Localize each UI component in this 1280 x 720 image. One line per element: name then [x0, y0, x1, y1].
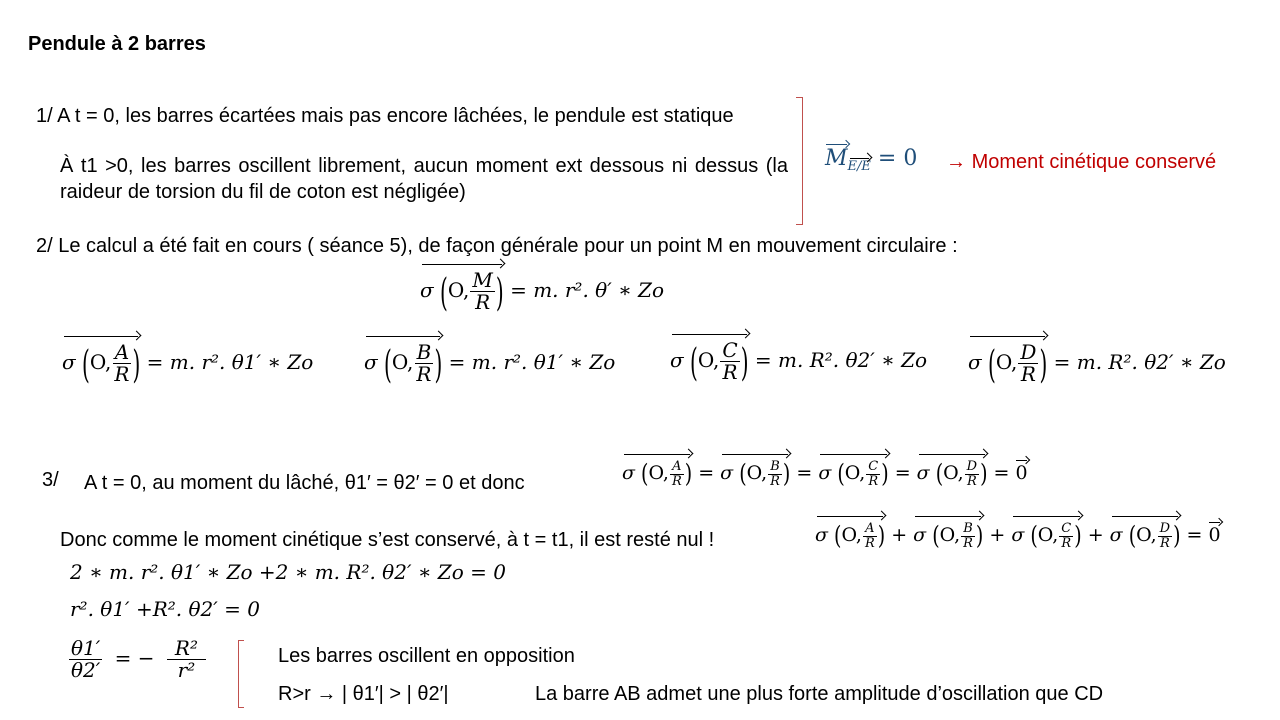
equation-d-rhs: = m. R². θ2′ ∗ Zo: [1053, 350, 1226, 374]
amplitude-inequality: R>r → | θ1′| > | θ2′|: [278, 683, 449, 705]
sum-equation: σ (O, $\frac{A}{R}$ ) + σ (O, $\frac{B}{R}$ ) + σ (O, $\frac{C}{R}$ ) + σ (O, $\frac{D}{R}$ ) = 0: [815, 514, 1221, 550]
equality-chain: σ (O, $\frac{A}{R}$ ) = σ (O, $\frac{B}{R}$ ) = σ (O, $\frac{C}{R}$ ) = σ (O, $\frac{D}{R}$ ) = 0: [622, 452, 1028, 488]
moment-subscript: E/E: [848, 156, 871, 174]
bracket-q3: [238, 640, 244, 708]
equation-a: σ (O, $\frac{A}{R}$ ) = m. r². θ1′ ∗ Zo: [62, 334, 313, 385]
point-c: C: [722, 338, 738, 362]
q3-line1: A t = 0, au moment du lâché, θ1′ = θ2′ = 0 et donc: [84, 472, 525, 494]
equation-sum-expanded: 2 ∗ m. r². θ1′ ∗ Zo +2 ∗ m. R². θ2′ ∗ Zo = 0: [70, 560, 506, 584]
moment-expression: [825, 146, 917, 174]
ratio-r-numerator: R²: [167, 638, 206, 660]
equation-c: σ (O, $\frac{C}{R}$ ) = m. R². θ2′ ∗ Zo: [670, 332, 927, 383]
equation-b-rhs: = m. r². θ1′ ∗ Zo: [448, 350, 616, 374]
equation-d: σ (O, $\frac{D}{R}$ ) = m. R². θ2′ ∗ Zo: [968, 334, 1226, 385]
page-title: Pendule à 2 barres: [28, 33, 206, 55]
equation-simplified: r². θ1′ +R². θ2′ = 0: [70, 597, 261, 621]
arrow-icon: →: [946, 151, 966, 173]
q2-line1: 2/ Le calcul a été fait en cours ( séance 5), de façon générale pour un point M en mouvement circulaire :: [36, 235, 958, 257]
q1-line1: 1/ A t = 0, les barres écartées mais pas encore lâchées, le pendule est statique: [36, 105, 734, 127]
ratio-numerator: θ1′: [71, 636, 101, 660]
general-point: M: [472, 268, 493, 292]
general-equation: σ (O, $\frac{M}{R}$ ) = m. r². θ′ ∗ Zo: [420, 262, 664, 313]
point-b: B: [416, 340, 432, 364]
moment-equals: = 0: [877, 146, 918, 171]
q1-line2: À t1 >0, les barres oscillent librement, aucun moment ext dessous ni dessus (la raideur de torsion du fil de coton est négligée): [60, 155, 788, 203]
ratio-equals: = −: [114, 646, 155, 670]
bracket-q1: [796, 97, 803, 225]
equation-a-rhs: = m. r². θ1′ ∗ Zo: [146, 350, 314, 374]
q3-line2: Donc comme le moment cinétique s’est conservé, à t = t1, il est resté nul !: [60, 529, 715, 551]
equation-c-rhs: = m. R². θ2′ ∗ Zo: [754, 348, 928, 372]
moment-vector: M: [825, 146, 848, 171]
general-rhs: = m. r². θ′ ∗ Zo: [510, 278, 664, 302]
conclusion-line: [946, 149, 1216, 175]
opposition-text: Les barres oscillent en opposition: [278, 645, 575, 667]
q3-label: 3/: [42, 469, 59, 491]
ratio-denominator: θ2′: [71, 658, 101, 682]
conclusion-text: Moment cinétique conservé: [971, 151, 1217, 173]
point-a: A: [114, 340, 130, 364]
ratio-r-denominator: r²: [177, 658, 196, 682]
amplitude-conclusion: La barre AB admet une plus forte amplitude d’oscillation que CD: [535, 683, 1104, 705]
point-d: D: [1020, 340, 1037, 364]
ratio-equation: [68, 638, 207, 681]
equation-b: σ (O, $\frac{B}{R}$ ) = m. r². θ1′ ∗ Zo: [364, 334, 615, 385]
